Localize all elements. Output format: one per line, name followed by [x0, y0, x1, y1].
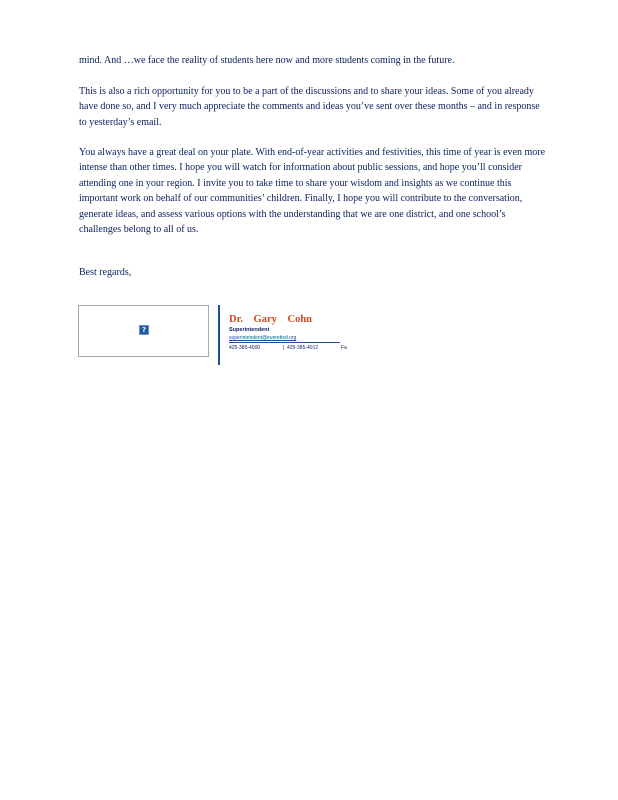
- paragraph-3: You always have a great deal on your plate. With end-of-year activities and festivities, this time of year is even more intense than other times. I hope you will watch for information about public sessions, and hope you’ll consider attending one in your region. I invite you to take time to share your wisdom and insights as we continue this important work on behalf of our communities’ children. Finally, I hope you will contribute to the conversation, generate ideas, and assess various options with the understanding that we are one district, and one school’s challenges belong to all of us.: [79, 147, 546, 236]
- signature-phone: 425-385-4000: [229, 345, 261, 351]
- signature-email-link[interactable]: superintendent@everettsd.org: [229, 335, 297, 341]
- signature-separator: |: [283, 345, 285, 351]
- broken-image-icon: ?: [139, 325, 149, 335]
- signature-name: Dr. Gary Cohn: [229, 314, 312, 325]
- paragraph-2: This is also a rich opportunity for you to be a part of the discussions and to share your ideas. Some of you already have done so, and I very much appreciate the comments and ideas you’ve sent over these months – and in response to yesterday’s email.: [79, 86, 540, 128]
- signature-image-frame: [78, 305, 209, 357]
- signature-rule: [229, 342, 340, 343]
- closing-line: Best regards,: [79, 267, 132, 278]
- signature-fax-label: Fa: [341, 345, 347, 351]
- signature-divider: [218, 305, 220, 365]
- signature-title: Superintendent: [229, 327, 270, 333]
- signature-fax-number: 425-385-4012: [287, 345, 319, 351]
- paragraph-1: mind. And …we face the reality of students here now and more students coming in the future.: [79, 55, 455, 66]
